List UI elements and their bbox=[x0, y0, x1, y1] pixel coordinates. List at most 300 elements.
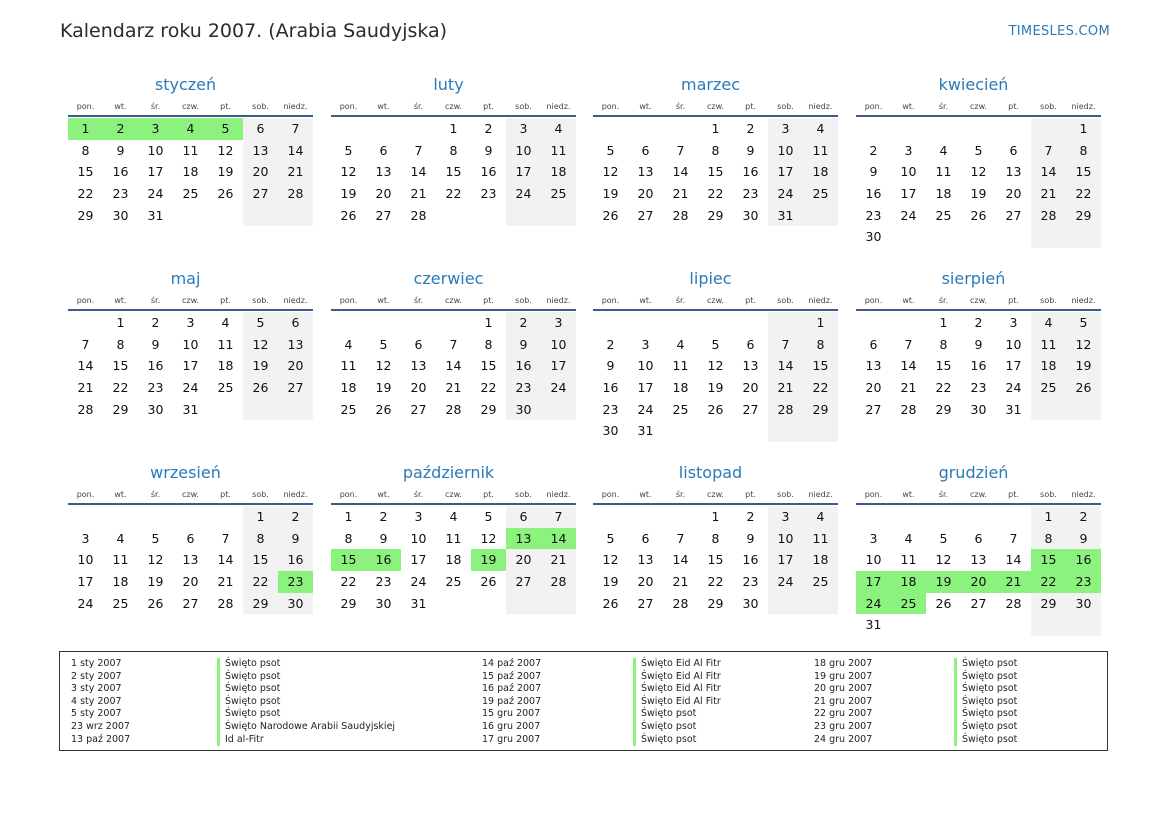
day-cell[interactable]: 27 bbox=[375, 207, 392, 223]
day-cell[interactable]: 21 bbox=[1031, 183, 1066, 205]
day-cell[interactable]: 20 bbox=[243, 161, 278, 183]
day-cell[interactable]: 3 bbox=[541, 312, 576, 334]
day-cell[interactable]: 23 bbox=[742, 186, 759, 202]
day-cell[interactable]: 2 bbox=[278, 506, 313, 528]
day-cell[interactable]: 27 bbox=[637, 207, 654, 223]
day-cell[interactable]: 13 bbox=[278, 334, 313, 356]
day-cell[interactable]: 28 bbox=[445, 401, 462, 417]
day-cell[interactable]: 30 bbox=[602, 423, 619, 439]
day-cell-holiday[interactable]: 14 bbox=[541, 528, 576, 550]
day-cell[interactable]: 21 bbox=[278, 161, 313, 183]
day-cell[interactable]: 31 bbox=[768, 205, 803, 227]
day-cell[interactable]: 23 bbox=[147, 380, 164, 396]
day-cell[interactable]: 15 bbox=[445, 164, 462, 180]
day-cell[interactable]: 13 bbox=[375, 164, 392, 180]
day-cell[interactable]: 10 bbox=[865, 552, 882, 568]
day-cell[interactable]: 14 bbox=[900, 358, 917, 374]
day-cell[interactable]: 18 bbox=[803, 549, 838, 571]
day-cell[interactable]: 27 bbox=[506, 571, 541, 593]
day-cell[interactable]: 8 bbox=[243, 528, 278, 550]
day-cell[interactable]: 4 bbox=[904, 530, 913, 546]
day-cell[interactable]: 13 bbox=[742, 358, 759, 374]
day-cell[interactable]: 26 bbox=[602, 595, 619, 611]
day-cell[interactable]: 22 bbox=[243, 571, 278, 593]
day-cell[interactable]: 19 bbox=[1066, 355, 1101, 377]
day-cell-holiday[interactable]: 19 bbox=[471, 549, 506, 571]
day-cell[interactable]: 29 bbox=[803, 399, 838, 421]
day-cell[interactable]: 1 bbox=[939, 315, 948, 330]
day-cell[interactable]: 19 bbox=[970, 186, 987, 202]
day-cell[interactable]: 31 bbox=[637, 423, 654, 439]
day-cell[interactable]: 28 bbox=[768, 399, 803, 421]
day-cell[interactable]: 23 bbox=[506, 377, 541, 399]
day-cell-holiday[interactable]: 13 bbox=[506, 528, 541, 550]
day-cell[interactable]: 22 bbox=[112, 380, 129, 396]
day-cell[interactable]: 6 bbox=[186, 530, 195, 546]
day-cell[interactable]: 29 bbox=[1066, 205, 1101, 227]
day-cell[interactable]: 18 bbox=[445, 552, 462, 568]
day-cell[interactable]: 9 bbox=[746, 530, 755, 546]
day-cell[interactable]: 7 bbox=[904, 336, 913, 352]
day-cell[interactable]: 14 bbox=[672, 552, 689, 568]
day-cell[interactable]: 12 bbox=[707, 358, 724, 374]
day-cell[interactable]: 20 bbox=[742, 380, 759, 396]
day-cell[interactable]: 26 bbox=[375, 401, 392, 417]
day-cell[interactable]: 29 bbox=[935, 401, 952, 417]
day-cell[interactable]: 14 bbox=[278, 140, 313, 162]
day-cell[interactable]: 1 bbox=[1066, 118, 1101, 140]
day-cell[interactable]: 5 bbox=[243, 312, 278, 334]
day-cell[interactable]: 18 bbox=[182, 164, 199, 180]
day-cell[interactable]: 25 bbox=[672, 401, 689, 417]
day-cell[interactable]: 16 bbox=[865, 186, 882, 202]
day-cell[interactable]: 22 bbox=[803, 377, 838, 399]
day-cell[interactable]: 9 bbox=[746, 142, 755, 158]
day-cell[interactable]: 23 bbox=[970, 380, 987, 396]
day-cell[interactable]: 18 bbox=[935, 186, 952, 202]
day-cell[interactable]: 7 bbox=[221, 530, 230, 546]
day-cell[interactable]: 6 bbox=[506, 506, 541, 528]
day-cell[interactable]: 24 bbox=[541, 377, 576, 399]
day-cell-holiday[interactable]: 15 bbox=[331, 549, 366, 571]
day-cell[interactable]: 20 bbox=[410, 380, 427, 396]
day-cell[interactable]: 5 bbox=[939, 530, 948, 546]
day-cell[interactable]: 28 bbox=[1005, 595, 1022, 611]
day-cell[interactable]: 9 bbox=[116, 142, 125, 158]
day-cell[interactable]: 21 bbox=[768, 377, 803, 399]
day-cell[interactable]: 30 bbox=[375, 595, 392, 611]
day-cell[interactable]: 25 bbox=[112, 595, 129, 611]
day-cell[interactable]: 26 bbox=[243, 377, 278, 399]
day-cell[interactable]: 15 bbox=[77, 164, 94, 180]
day-cell[interactable]: 6 bbox=[414, 336, 423, 352]
day-cell[interactable]: 14 bbox=[1005, 552, 1022, 568]
day-cell[interactable]: 19 bbox=[147, 574, 164, 590]
day-cell-holiday[interactable]: 25 bbox=[891, 593, 926, 615]
day-cell[interactable]: 8 bbox=[803, 334, 838, 356]
day-cell-holiday[interactable]: 19 bbox=[926, 571, 961, 593]
day-cell[interactable]: 9 bbox=[278, 528, 313, 550]
day-cell[interactable]: 29 bbox=[480, 401, 497, 417]
day-cell[interactable]: 10 bbox=[410, 530, 427, 546]
day-cell[interactable]: 28 bbox=[672, 207, 689, 223]
day-cell[interactable]: 15 bbox=[243, 549, 278, 571]
day-cell[interactable]: 24 bbox=[637, 401, 654, 417]
day-cell[interactable]: 31 bbox=[1005, 401, 1022, 417]
day-cell[interactable]: 11 bbox=[900, 552, 917, 568]
day-cell[interactable]: 5 bbox=[606, 142, 615, 158]
day-cell[interactable]: 14 bbox=[1031, 161, 1066, 183]
day-cell[interactable]: 27 bbox=[410, 401, 427, 417]
day-cell[interactable]: 5 bbox=[711, 336, 720, 352]
day-cell[interactable]: 12 bbox=[375, 358, 392, 374]
day-cell-holiday[interactable]: 16 bbox=[366, 549, 401, 571]
day-cell[interactable]: 2 bbox=[746, 121, 755, 136]
day-cell[interactable]: 1 bbox=[711, 509, 720, 524]
day-cell[interactable]: 10 bbox=[77, 552, 94, 568]
day-cell-holiday[interactable]: 5 bbox=[208, 118, 243, 140]
day-cell-holiday[interactable]: 22 bbox=[1031, 571, 1066, 593]
day-cell[interactable]: 20 bbox=[637, 186, 654, 202]
day-cell[interactable]: 13 bbox=[970, 552, 987, 568]
day-cell[interactable]: 25 bbox=[803, 571, 838, 593]
day-cell[interactable]: 22 bbox=[707, 574, 724, 590]
day-cell[interactable]: 11 bbox=[541, 140, 576, 162]
day-cell[interactable]: 26 bbox=[217, 186, 234, 202]
day-cell[interactable]: 30 bbox=[742, 207, 759, 223]
day-cell[interactable]: 20 bbox=[637, 574, 654, 590]
day-cell[interactable]: 12 bbox=[970, 164, 987, 180]
day-cell[interactable]: 26 bbox=[1066, 377, 1101, 399]
day-cell[interactable]: 15 bbox=[112, 358, 129, 374]
day-cell[interactable]: 28 bbox=[541, 571, 576, 593]
day-cell[interactable]: 5 bbox=[1066, 312, 1101, 334]
day-cell[interactable]: 30 bbox=[865, 229, 882, 245]
day-cell[interactable]: 12 bbox=[147, 552, 164, 568]
day-cell[interactable]: 11 bbox=[445, 530, 462, 546]
day-cell[interactable]: 17 bbox=[77, 574, 94, 590]
day-cell[interactable]: 30 bbox=[742, 595, 759, 611]
day-cell[interactable]: 7 bbox=[676, 530, 685, 546]
day-cell[interactable]: 1 bbox=[711, 121, 720, 136]
day-cell[interactable]: 25 bbox=[217, 380, 234, 396]
day-cell[interactable]: 17 bbox=[506, 161, 541, 183]
day-cell[interactable]: 13 bbox=[637, 164, 654, 180]
day-cell[interactable]: 19 bbox=[243, 355, 278, 377]
day-cell[interactable]: 8 bbox=[1031, 528, 1066, 550]
day-cell[interactable]: 28 bbox=[278, 183, 313, 205]
day-cell[interactable]: 31 bbox=[865, 617, 882, 633]
day-cell[interactable]: 23 bbox=[112, 186, 129, 202]
day-cell[interactable]: 3 bbox=[506, 118, 541, 140]
day-cell[interactable]: 5 bbox=[344, 142, 353, 158]
day-cell[interactable]: 11 bbox=[217, 336, 234, 352]
day-cell[interactable]: 10 bbox=[637, 358, 654, 374]
day-cell[interactable]: 15 bbox=[707, 552, 724, 568]
day-cell[interactable]: 20 bbox=[1005, 186, 1022, 202]
day-cell[interactable]: 9 bbox=[379, 530, 388, 546]
day-cell[interactable]: 31 bbox=[182, 401, 199, 417]
day-cell[interactable]: 7 bbox=[1031, 140, 1066, 162]
day-cell[interactable]: 18 bbox=[112, 574, 129, 590]
day-cell-holiday[interactable]: 4 bbox=[173, 118, 208, 140]
day-cell[interactable]: 12 bbox=[935, 552, 952, 568]
day-cell[interactable]: 13 bbox=[182, 552, 199, 568]
day-cell[interactable]: 4 bbox=[116, 530, 125, 546]
day-cell[interactable]: 14 bbox=[768, 355, 803, 377]
day-cell[interactable]: 5 bbox=[606, 530, 615, 546]
day-cell[interactable]: 11 bbox=[340, 358, 357, 374]
day-cell[interactable]: 12 bbox=[340, 164, 357, 180]
day-cell[interactable]: 3 bbox=[641, 336, 650, 352]
day-cell[interactable]: 13 bbox=[410, 358, 427, 374]
day-cell[interactable]: 2 bbox=[506, 312, 541, 334]
day-cell[interactable]: 16 bbox=[602, 380, 619, 396]
day-cell[interactable]: 10 bbox=[506, 140, 541, 162]
day-cell[interactable]: 2 bbox=[484, 121, 493, 136]
day-cell[interactable]: 21 bbox=[672, 574, 689, 590]
day-cell[interactable]: 11 bbox=[935, 164, 952, 180]
day-cell[interactable]: 9 bbox=[974, 336, 983, 352]
day-cell[interactable]: 27 bbox=[1005, 207, 1022, 223]
site-link[interactable]: TIMESLES.COM bbox=[1008, 24, 1110, 39]
day-cell[interactable]: 30 bbox=[112, 207, 129, 223]
day-cell[interactable]: 7 bbox=[541, 506, 576, 528]
day-cell[interactable]: 3 bbox=[414, 509, 423, 524]
day-cell[interactable]: 24 bbox=[147, 186, 164, 202]
day-cell[interactable]: 27 bbox=[243, 183, 278, 205]
day-cell-holiday[interactable]: 17 bbox=[856, 571, 891, 593]
day-cell[interactable]: 4 bbox=[939, 142, 948, 158]
day-cell[interactable]: 1 bbox=[1031, 506, 1066, 528]
day-cell[interactable]: 2 bbox=[151, 315, 160, 330]
day-cell[interactable]: 16 bbox=[480, 164, 497, 180]
day-cell[interactable]: 29 bbox=[1031, 593, 1066, 615]
day-cell[interactable]: 27 bbox=[278, 377, 313, 399]
day-cell[interactable]: 21 bbox=[77, 380, 94, 396]
day-cell[interactable]: 16 bbox=[112, 164, 129, 180]
day-cell[interactable]: 17 bbox=[410, 552, 427, 568]
day-cell[interactable]: 1 bbox=[116, 315, 125, 330]
day-cell[interactable]: 29 bbox=[707, 595, 724, 611]
day-cell[interactable]: 4 bbox=[221, 315, 230, 330]
day-cell[interactable]: 8 bbox=[449, 142, 458, 158]
day-cell[interactable]: 10 bbox=[182, 336, 199, 352]
day-cell[interactable]: 15 bbox=[480, 358, 497, 374]
day-cell[interactable]: 16 bbox=[278, 549, 313, 571]
day-cell[interactable]: 5 bbox=[974, 142, 983, 158]
day-cell[interactable]: 1 bbox=[449, 121, 458, 136]
day-cell[interactable]: 10 bbox=[768, 528, 803, 550]
day-cell[interactable]: 16 bbox=[147, 358, 164, 374]
day-cell[interactable]: 10 bbox=[541, 334, 576, 356]
day-cell[interactable]: 16 bbox=[506, 355, 541, 377]
day-cell[interactable]: 21 bbox=[900, 380, 917, 396]
day-cell[interactable]: 6 bbox=[641, 530, 650, 546]
day-cell[interactable]: 6 bbox=[379, 142, 388, 158]
day-cell[interactable]: 11 bbox=[182, 142, 199, 158]
day-cell[interactable]: 9 bbox=[484, 142, 493, 158]
day-cell[interactable]: 20 bbox=[375, 186, 392, 202]
day-cell[interactable]: 3 bbox=[81, 530, 90, 546]
day-cell[interactable]: 22 bbox=[1066, 183, 1101, 205]
day-cell[interactable]: 8 bbox=[711, 530, 720, 546]
day-cell[interactable]: 3 bbox=[1009, 315, 1018, 330]
day-cell[interactable]: 27 bbox=[865, 401, 882, 417]
day-cell[interactable]: 11 bbox=[672, 358, 689, 374]
day-cell[interactable]: 4 bbox=[803, 118, 838, 140]
day-cell[interactable]: 21 bbox=[672, 186, 689, 202]
day-cell[interactable]: 25 bbox=[935, 207, 952, 223]
day-cell[interactable]: 5 bbox=[484, 509, 493, 524]
day-cell[interactable]: 29 bbox=[243, 593, 278, 615]
day-cell[interactable]: 30 bbox=[278, 593, 313, 615]
day-cell[interactable]: 14 bbox=[410, 164, 427, 180]
day-cell[interactable]: 13 bbox=[1005, 164, 1022, 180]
day-cell[interactable]: 12 bbox=[1066, 334, 1101, 356]
day-cell[interactable]: 3 bbox=[768, 506, 803, 528]
day-cell[interactable]: 20 bbox=[865, 380, 882, 396]
day-cell[interactable]: 15 bbox=[1066, 161, 1101, 183]
day-cell[interactable]: 16 bbox=[742, 164, 759, 180]
day-cell[interactable]: 18 bbox=[672, 380, 689, 396]
day-cell[interactable]: 30 bbox=[970, 401, 987, 417]
day-cell[interactable]: 2 bbox=[379, 509, 388, 524]
day-cell[interactable]: 26 bbox=[480, 574, 497, 590]
day-cell[interactable]: 12 bbox=[217, 142, 234, 158]
day-cell[interactable]: 10 bbox=[900, 164, 917, 180]
day-cell[interactable]: 23 bbox=[602, 401, 619, 417]
day-cell[interactable]: 8 bbox=[711, 142, 720, 158]
day-cell-holiday[interactable]: 23 bbox=[1066, 571, 1101, 593]
day-cell[interactable]: 6 bbox=[974, 530, 983, 546]
day-cell[interactable]: 5 bbox=[151, 530, 160, 546]
day-cell[interactable]: 8 bbox=[1066, 140, 1101, 162]
day-cell[interactable]: 14 bbox=[217, 552, 234, 568]
day-cell[interactable]: 11 bbox=[803, 140, 838, 162]
day-cell[interactable]: 26 bbox=[707, 401, 724, 417]
day-cell[interactable]: 7 bbox=[449, 336, 458, 352]
day-cell[interactable]: 17 bbox=[147, 164, 164, 180]
day-cell[interactable]: 1 bbox=[803, 312, 838, 334]
day-cell[interactable]: 13 bbox=[865, 358, 882, 374]
day-cell[interactable]: 12 bbox=[602, 552, 619, 568]
day-cell[interactable]: 2 bbox=[746, 509, 755, 524]
day-cell[interactable]: 30 bbox=[506, 399, 541, 421]
day-cell[interactable]: 11 bbox=[803, 528, 838, 550]
day-cell[interactable]: 20 bbox=[506, 549, 541, 571]
day-cell[interactable]: 9 bbox=[606, 358, 615, 374]
day-cell[interactable]: 7 bbox=[768, 334, 803, 356]
day-cell[interactable]: 13 bbox=[637, 552, 654, 568]
day-cell[interactable]: 29 bbox=[707, 207, 724, 223]
day-cell[interactable]: 3 bbox=[768, 118, 803, 140]
day-cell[interactable]: 8 bbox=[81, 142, 90, 158]
day-cell[interactable]: 24 bbox=[506, 183, 541, 205]
day-cell[interactable]: 7 bbox=[414, 142, 423, 158]
day-cell[interactable]: 2 bbox=[974, 315, 983, 330]
day-cell[interactable]: 6 bbox=[278, 312, 313, 334]
day-cell-holiday[interactable]: 20 bbox=[961, 571, 996, 593]
day-cell[interactable]: 26 bbox=[340, 207, 357, 223]
day-cell[interactable]: 22 bbox=[935, 380, 952, 396]
day-cell[interactable]: 25 bbox=[340, 401, 357, 417]
day-cell[interactable]: 26 bbox=[970, 207, 987, 223]
day-cell[interactable]: 9 bbox=[1066, 528, 1101, 550]
day-cell[interactable]: 15 bbox=[707, 164, 724, 180]
day-cell[interactable]: 22 bbox=[480, 380, 497, 396]
day-cell[interactable]: 4 bbox=[1031, 312, 1066, 334]
day-cell[interactable]: 28 bbox=[77, 401, 94, 417]
day-cell[interactable]: 4 bbox=[449, 509, 458, 524]
day-cell[interactable]: 21 bbox=[217, 574, 234, 590]
day-cell[interactable]: 25 bbox=[1031, 377, 1066, 399]
day-cell[interactable]: 22 bbox=[77, 186, 94, 202]
day-cell[interactable]: 15 bbox=[935, 358, 952, 374]
day-cell[interactable]: 29 bbox=[340, 595, 357, 611]
day-cell[interactable]: 22 bbox=[445, 186, 462, 202]
day-cell[interactable]: 18 bbox=[340, 380, 357, 396]
day-cell[interactable]: 10 bbox=[1005, 336, 1022, 352]
day-cell[interactable]: 12 bbox=[243, 334, 278, 356]
day-cell[interactable]: 21 bbox=[445, 380, 462, 396]
day-cell[interactable]: 29 bbox=[77, 207, 94, 223]
day-cell[interactable]: 7 bbox=[81, 336, 90, 352]
day-cell[interactable]: 11 bbox=[112, 552, 129, 568]
day-cell[interactable]: 18 bbox=[217, 358, 234, 374]
day-cell[interactable]: 18 bbox=[541, 161, 576, 183]
day-cell[interactable]: 31 bbox=[410, 595, 427, 611]
day-cell[interactable]: 10 bbox=[147, 142, 164, 158]
day-cell[interactable]: 27 bbox=[970, 595, 987, 611]
day-cell[interactable]: 8 bbox=[939, 336, 948, 352]
day-cell[interactable]: 9 bbox=[151, 336, 160, 352]
day-cell[interactable]: 21 bbox=[541, 549, 576, 571]
day-cell[interactable]: 12 bbox=[480, 530, 497, 546]
day-cell[interactable]: 27 bbox=[637, 595, 654, 611]
day-cell[interactable]: 28 bbox=[672, 595, 689, 611]
day-cell-holiday[interactable]: 24 bbox=[856, 593, 891, 615]
day-cell[interactable]: 28 bbox=[900, 401, 917, 417]
day-cell[interactable]: 24 bbox=[77, 595, 94, 611]
day-cell[interactable]: 30 bbox=[147, 401, 164, 417]
day-cell[interactable]: 4 bbox=[541, 118, 576, 140]
day-cell[interactable]: 19 bbox=[602, 574, 619, 590]
day-cell[interactable]: 2 bbox=[869, 142, 878, 158]
day-cell[interactable]: 8 bbox=[116, 336, 125, 352]
day-cell[interactable]: 27 bbox=[182, 595, 199, 611]
day-cell[interactable]: 24 bbox=[1005, 380, 1022, 396]
day-cell[interactable]: 24 bbox=[900, 207, 917, 223]
day-cell[interactable]: 30 bbox=[1066, 593, 1101, 615]
day-cell[interactable]: 17 bbox=[637, 380, 654, 396]
day-cell-holiday[interactable]: 18 bbox=[891, 571, 926, 593]
day-cell[interactable]: 14 bbox=[672, 164, 689, 180]
day-cell[interactable]: 17 bbox=[1005, 358, 1022, 374]
day-cell[interactable]: 3 bbox=[186, 315, 195, 330]
day-cell[interactable]: 27 bbox=[742, 401, 759, 417]
day-cell[interactable]: 6 bbox=[243, 118, 278, 140]
day-cell[interactable]: 25 bbox=[803, 183, 838, 205]
day-cell[interactable]: 17 bbox=[182, 358, 199, 374]
day-cell[interactable]: 25 bbox=[182, 186, 199, 202]
day-cell[interactable]: 24 bbox=[768, 571, 803, 593]
day-cell[interactable]: 23 bbox=[865, 207, 882, 223]
day-cell[interactable]: 26 bbox=[935, 595, 952, 611]
day-cell[interactable]: 12 bbox=[602, 164, 619, 180]
day-cell[interactable]: 14 bbox=[445, 358, 462, 374]
day-cell[interactable]: 2 bbox=[1066, 506, 1101, 528]
